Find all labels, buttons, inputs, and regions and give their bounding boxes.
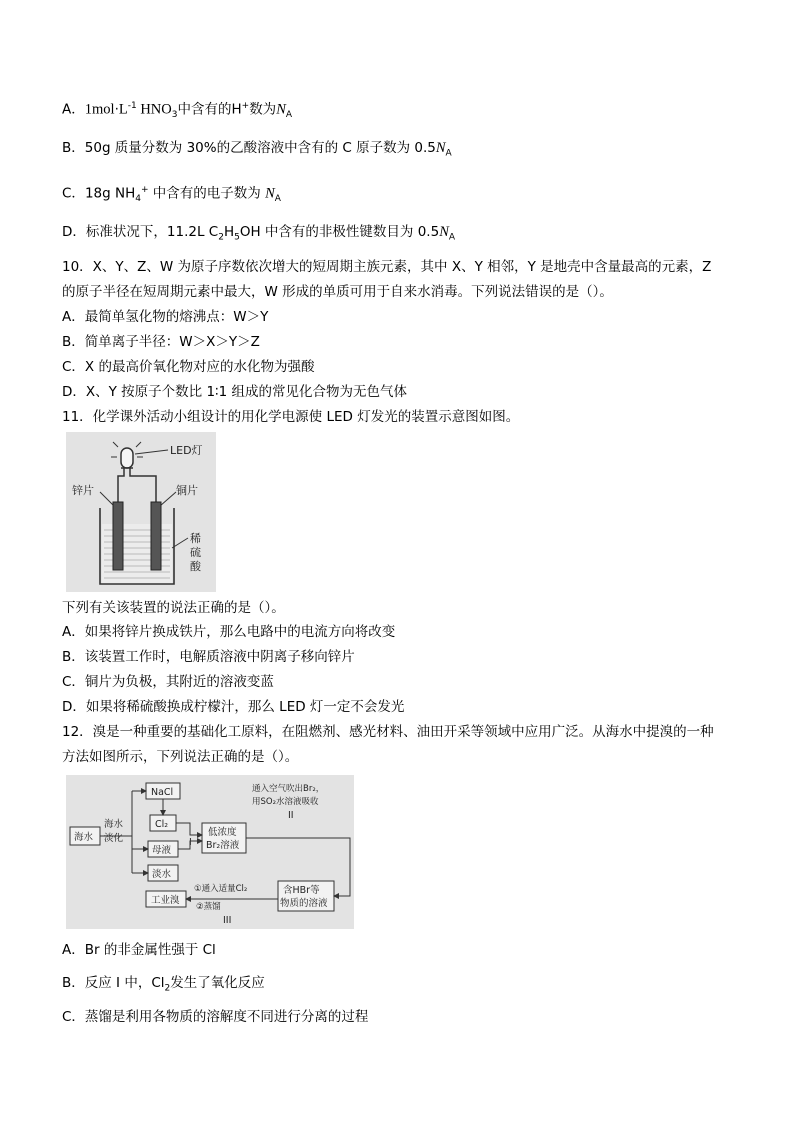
- text-step3-a: ①通入适量Cl₂: [194, 884, 248, 894]
- label-zinc: 锌片: [72, 484, 94, 497]
- text-desal-1: 海水: [104, 819, 124, 830]
- q9-option-d: D．标准状况下，11.2L $C_2H_5OH$ 中含有的非极性键数目为 $0.5N_A$: [62, 224, 456, 243]
- text-cl2: Cl₂: [155, 819, 169, 830]
- text-blow-1: 通入空气吹出Br₂，: [252, 784, 325, 794]
- text-hbr-2: 物质的溶液: [280, 898, 328, 909]
- beaker: [100, 508, 174, 584]
- q10-stem-line2: 的原子半径在短周期元素中最大，W 形成的单质可用于自来水消毒。下列说法错误的是（）。: [62, 284, 613, 300]
- battery-led-figure: [66, 432, 216, 592]
- text-nacl: NaCl: [151, 787, 174, 798]
- text-step3: III: [223, 915, 232, 926]
- text-step3-b: ②蒸馏: [196, 902, 221, 912]
- q12-option-c: C．蒸馏是利用各物质的溶解度不同进行分离的过程: [62, 1009, 369, 1025]
- q10-option-b: B．简单离子半径：W＞X＞Y＞Z: [62, 334, 260, 350]
- text-desal-2: 淡化: [104, 833, 124, 844]
- text-step2: II: [288, 810, 294, 821]
- label-copper: 铜片: [176, 484, 198, 497]
- text-mother: 母液: [152, 845, 172, 856]
- text-low-2: Br₂溶液: [206, 840, 240, 851]
- q10-option-d: D．X、Y 按原子个数比 1∶1 组成的常见化合物为无色气体: [62, 384, 407, 400]
- q12-option-b: B．反应 I 中，$Cl_2$发生了氧化反应: [62, 975, 265, 994]
- q11-stem: 11．化学课外活动小组设计的用化学电源使 LED 灯发光的装置示意图如图。: [62, 409, 520, 425]
- q9-option-b: B．50g 质量分数为 30%的乙酸溶液中含有的 C 原子数为 $0.5N_A$: [62, 140, 452, 159]
- text-fresh: 淡水: [152, 869, 172, 880]
- text-hbr-1: 含HBr等: [283, 885, 320, 896]
- q12-option-a: A．Br 的非金属性强于 Cl: [62, 942, 216, 958]
- q11-option-a: A．如果将锌片换成铁片，那么电路中的电流方向将改变: [62, 624, 396, 640]
- led-bulb: [111, 442, 143, 468]
- q10-stem-line1: 10．X、Y、Z、W 为原子序数依次增大的短周期主族元素，其中 X、Y 相邻，Y 是地壳中含量最高的元素，Z: [62, 259, 712, 275]
- q12-stem-line1: 12．溴是一种重要的基础化工原料，在阻燃剂、感光材料、油田开采等领域中应用广泛。从海水中提溴的一种: [62, 724, 714, 740]
- text-industrial: 工业溴: [151, 895, 180, 906]
- text-step1: I: [189, 837, 192, 848]
- q11-option-c: C．铜片为负极，其附近的溶液变蓝: [62, 674, 274, 690]
- text-low-1: 低浓度: [208, 827, 237, 838]
- q10-option-c: C．X 的最高价氧化物对应的水化物为强酸: [62, 359, 315, 375]
- q11-option-b: B．该装置工作时，电解质溶液中阴离子移向锌片: [62, 649, 355, 665]
- q11-option-d: D．如果将稀硫酸换成柠檬汁，那么 LED 灯一定不会发光: [62, 699, 405, 715]
- zinc-electrode: [113, 502, 123, 570]
- q9-option-c: C．18g $NH_4^+$ 中含有的电子数为 $N_A$: [62, 185, 281, 205]
- q11-question: 下列有关该装置的说法正确的是（）。: [62, 600, 285, 616]
- text-seawater: 海水: [74, 832, 94, 843]
- q9-option-a: A．$1mol\cdot L^{-1}$ $HNO_3$中含有的H+数为$N_A$: [62, 101, 293, 121]
- label-acid-2: 硫: [190, 546, 201, 559]
- q12-stem-line2: 方法如图所示，下列说法正确的是（）。: [62, 749, 299, 765]
- q10-option-a: A．最简单氢化物的熔沸点：W＞Y: [62, 309, 269, 325]
- label-acid-3: 酸: [190, 560, 201, 573]
- label-acid-1: 稀: [190, 532, 201, 545]
- label-led: LED灯: [170, 444, 203, 457]
- bromine-flow-diagram: [66, 775, 354, 929]
- text-blow-2: 用SO₂水溶液吸收: [252, 797, 319, 807]
- copper-electrode: [151, 502, 161, 570]
